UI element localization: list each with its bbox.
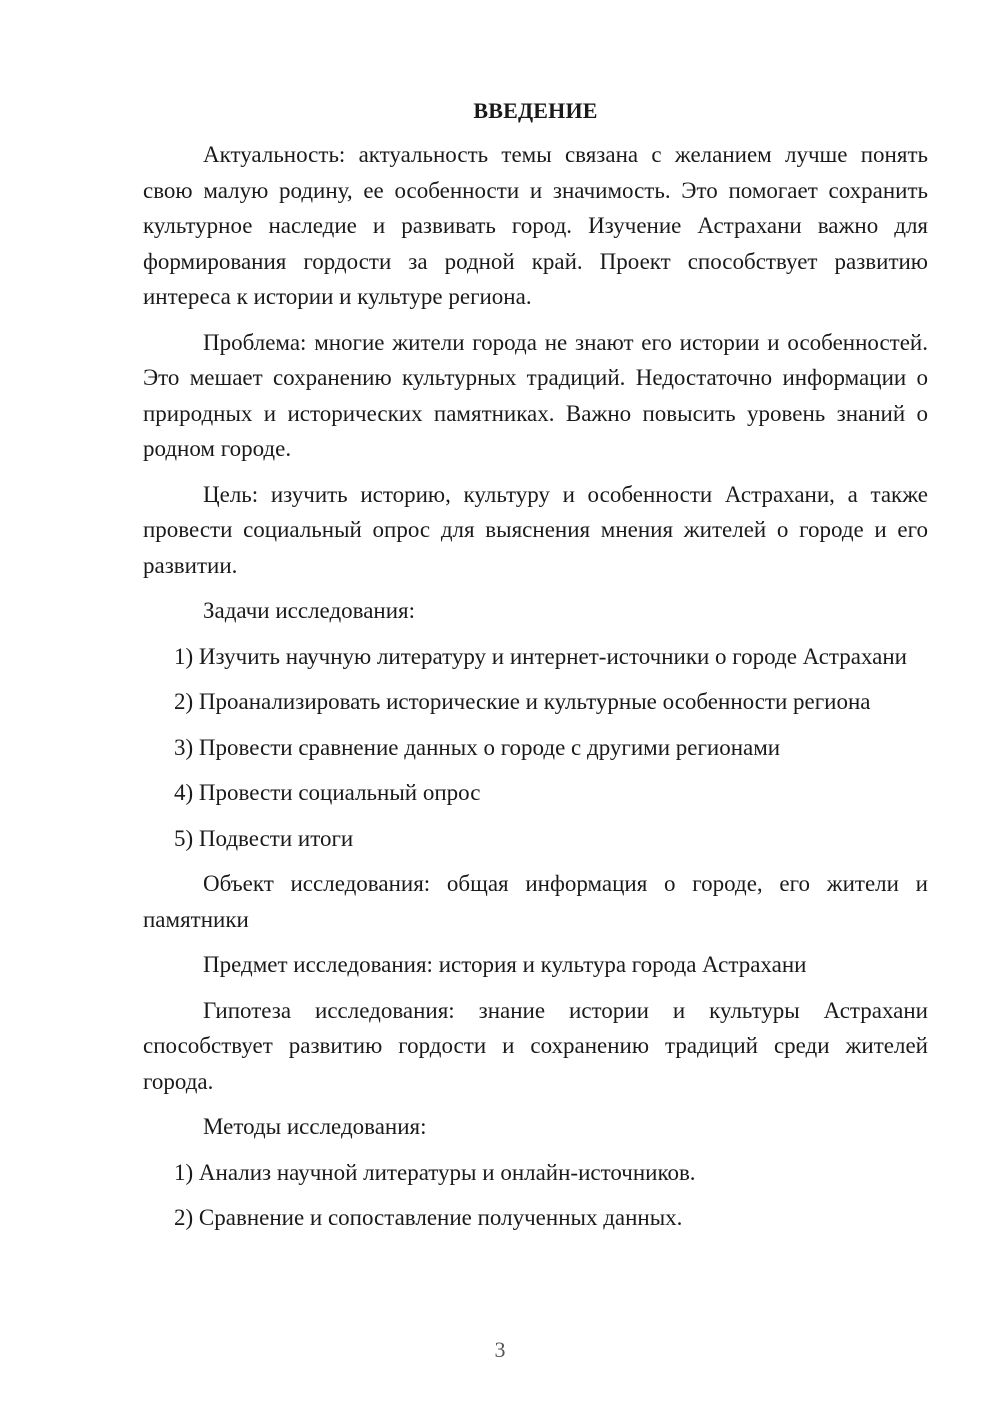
task-item: 2) Проанализировать исторические и культурные особенности региона: [174, 689, 871, 714]
hypothesis-paragraph: Гипотеза исследования: знание истории и культуры Астрахани способствует развитию гордости и сохранению традиций среди жителей города.: [143, 997, 928, 1094]
problem-paragraph: Проблема: многие жители города не знают его истории и особенностей. Это мешает сохранению культурных традиций. Недостаточно информации о природных и исторических памятниках. Важно повысить уровень знаний о родном городе.: [143, 329, 928, 461]
subject-paragraph: Предмет исследования: история и культура города Астрахани: [203, 952, 807, 977]
task-item: 1) Изучить научную литературу и интернет-источники о городе Астрахани: [174, 643, 907, 669]
page-content: [143, 94, 928, 1246]
tasks-heading: Задачи исследования:: [203, 598, 416, 623]
object-paragraph: Объект исследования: общая информация о городе, его жители и памятники: [143, 871, 928, 932]
method-item: 2) Сравнение и сопоставление полученных данных.: [174, 1205, 683, 1230]
task-item: 3) Провести сравнение данных о городе с другими регионами: [174, 734, 781, 760]
methods-heading: Методы исследования:: [203, 1114, 427, 1139]
page-number: 3: [494, 1337, 506, 1362]
method-item: 1) Анализ научной литературы и онлайн-источников.: [174, 1159, 696, 1185]
relevance-paragraph: Актуальность: актуальность темы связана с желанием лучше понять свою малую родину, ее особенности и значимость. Это помогает сохранить культурное наследие и развивать город. Изучение Астрахани важно для формирования гордости за родной край. Проект способствует развитию интереса к истории и культуре региона.: [143, 142, 928, 309]
task-item: 4) Провести социальный опрос: [174, 780, 481, 805]
task-item: 5) Подвести итоги: [174, 825, 354, 851]
goal-paragraph: Цель: изучить историю, культуру и особенности Астрахани, а также провести социальный опрос для выяснения мнения жителей о городе и его развитии.: [143, 481, 928, 578]
page-title: ВВЕДЕНИЕ: [473, 98, 598, 123]
